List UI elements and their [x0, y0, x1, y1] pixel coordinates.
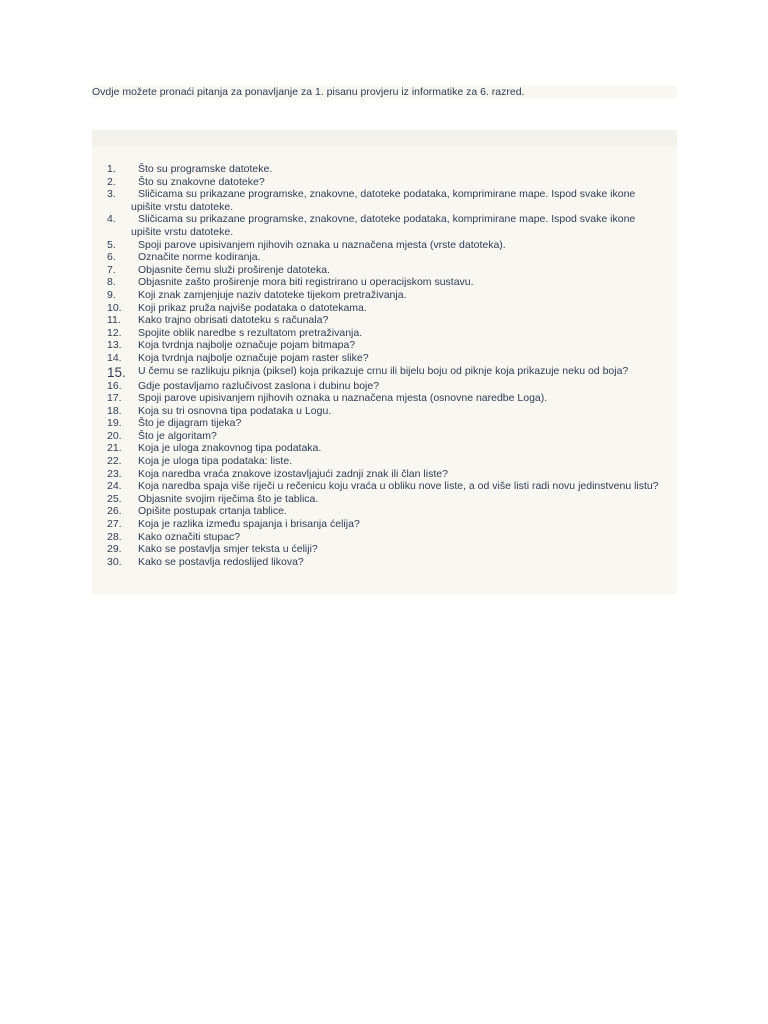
question-number: 2. [107, 175, 116, 188]
question-item [107, 352, 662, 365]
question-number: 7. [107, 263, 116, 276]
question-text: Koja je uloga tipa podataka: liste. [138, 455, 293, 468]
question-number: 21. [107, 442, 122, 455]
question-number: 28. [107, 530, 122, 543]
question-text: Sličicama su prikazane programske, znakovne, datoteke podataka, komprimirane mape. Ispod svake ikone upišite vrstu datoteke. [131, 188, 636, 213]
question-item [107, 493, 662, 506]
question-item [107, 339, 662, 352]
question-item [107, 392, 662, 405]
question-text: Koja je uloga znakovnog tipa podataka. [138, 442, 322, 455]
question-number: 6. [107, 251, 116, 264]
question-item [107, 380, 662, 393]
question-text: Kako označiti stupac? [138, 530, 241, 543]
question-item [107, 302, 662, 315]
question-number: 8. [107, 276, 116, 289]
question-item [107, 327, 662, 340]
question-item [107, 251, 662, 264]
question-number: 24. [107, 480, 122, 493]
question-number: 9. [107, 288, 116, 301]
question-text: Koja tvrdnja najbolje označuje pojam bitmapa? [138, 339, 356, 352]
question-text: Označite norme kodiranja. [138, 251, 261, 264]
question-number: 29. [107, 543, 122, 556]
question-number: 18. [107, 404, 122, 417]
question-number: 11. [107, 314, 121, 327]
question-item [107, 468, 662, 481]
question-number: 3. [107, 188, 116, 201]
question-text: Što je algoritam? [138, 429, 217, 442]
question-item [107, 405, 662, 418]
panel-header-strip [92, 130, 677, 146]
question-text: Sličicama su prikazane programske, znakovne, datoteke podataka, komprimirane mape. Ispod svake ikone upišite vrstu datoteke. [131, 213, 636, 238]
question-text: Što su znakovne datoteke? [138, 175, 265, 188]
question-text: Koja tvrdnja najbolje označuje pojam raster slike? [138, 351, 369, 364]
question-number: 10. [107, 301, 122, 314]
question-item [107, 365, 662, 380]
question-item [107, 188, 662, 213]
question-item [107, 289, 662, 302]
question-item [107, 264, 662, 277]
question-item [107, 430, 662, 443]
question-text: Koji znak zamjenjuje naziv datoteke tijekom pretraživanja. [138, 288, 407, 301]
question-number: 4. [107, 213, 116, 226]
question-item [107, 213, 662, 238]
question-item [107, 531, 662, 544]
question-text: Koja su tri osnovna tipa podataka u Logu. [138, 404, 332, 417]
question-number: 15. [107, 364, 126, 380]
question-text: Gdje postavljamo razlučivost zaslona i dubinu boje? [138, 379, 380, 392]
question-text: Što su programske datoteke. [138, 163, 273, 175]
question-number: 26. [107, 505, 122, 518]
question-text: Objasnite svojim riječima što je tablica. [138, 492, 319, 505]
question-number: 14. [107, 351, 122, 364]
question-item [107, 176, 662, 189]
question-number: 12. [107, 326, 122, 339]
question-item [107, 163, 662, 176]
question-number: 5. [107, 238, 116, 251]
question-number: 20. [107, 429, 122, 442]
question-item [107, 518, 662, 531]
question-text: Koji prikaz pruža najviše podataka o datotekama. [138, 301, 367, 314]
question-text: Objasnite čemu služi proširenje datoteka. [138, 263, 331, 276]
question-item [107, 314, 662, 327]
question-number: 16. [107, 379, 122, 392]
question-text: Opišite postupak crtanja tablice. [138, 505, 287, 518]
question-text: Spoji parove upisivanjem njihovih oznaka u naznačena mjesta (osnovne naredbe Loga). [138, 392, 548, 405]
question-number: 23. [107, 467, 122, 480]
question-number: 25. [107, 492, 122, 505]
question-item [107, 417, 662, 430]
question-item [107, 239, 662, 252]
question-text: U čemu se razlikuju piknja (piksel) koja prikazuje crnu ili bijelu boju od piknje koja prikazuje neku od boja? [138, 364, 629, 377]
question-number: 1. [107, 163, 116, 175]
question-text: Koja naredba vraća znakove izostavljajući zadnji znak ili član liste? [138, 467, 448, 480]
question-item [107, 480, 662, 493]
question-item [107, 556, 662, 569]
intro-text: Ovdje možete pronaći pitanja za ponavljanje za 1. pisanu provjeru iz informatike za 6. razred. [92, 86, 677, 99]
question-item [107, 276, 662, 289]
question-text: Objasnite zašto proširenje mora biti registrirano u operacijskom sustavu. [138, 276, 474, 289]
question-text: Koja je razlika između spajanja i brisanja ćelija? [138, 518, 360, 531]
question-text: Spojite oblik naredbe s rezultatom pretraživanja. [138, 326, 363, 339]
question-text: Kako trajno obrisati datoteku s računala? [138, 314, 329, 327]
question-number: 27. [107, 518, 122, 531]
question-number: 22. [107, 455, 122, 468]
question-number: 19. [107, 417, 122, 430]
question-number: 13. [107, 339, 122, 352]
question-number: 17. [107, 392, 122, 405]
question-text: Što je dijagram tijeka? [138, 417, 242, 430]
question-item [107, 505, 662, 518]
question-text: Koja naredba spaja više riječi u rečenicu koju vraća u obliku nove liste, a od više listi radi novu jedinstvenu listu? [138, 480, 659, 493]
question-item [107, 442, 662, 455]
question-item [107, 543, 662, 556]
question-number: 30. [107, 555, 122, 568]
question-item [107, 455, 662, 468]
question-text: Spoji parove upisivanjem njihovih oznaka u naznačena mjesta (vrste datoteka). [138, 238, 506, 251]
question-list [107, 163, 662, 568]
question-text: Kako se postavlja redoslijed likova? [138, 555, 304, 568]
question-text: Kako se postavlja smjer teksta u ćeliji? [138, 543, 318, 556]
questions-panel [92, 130, 677, 594]
